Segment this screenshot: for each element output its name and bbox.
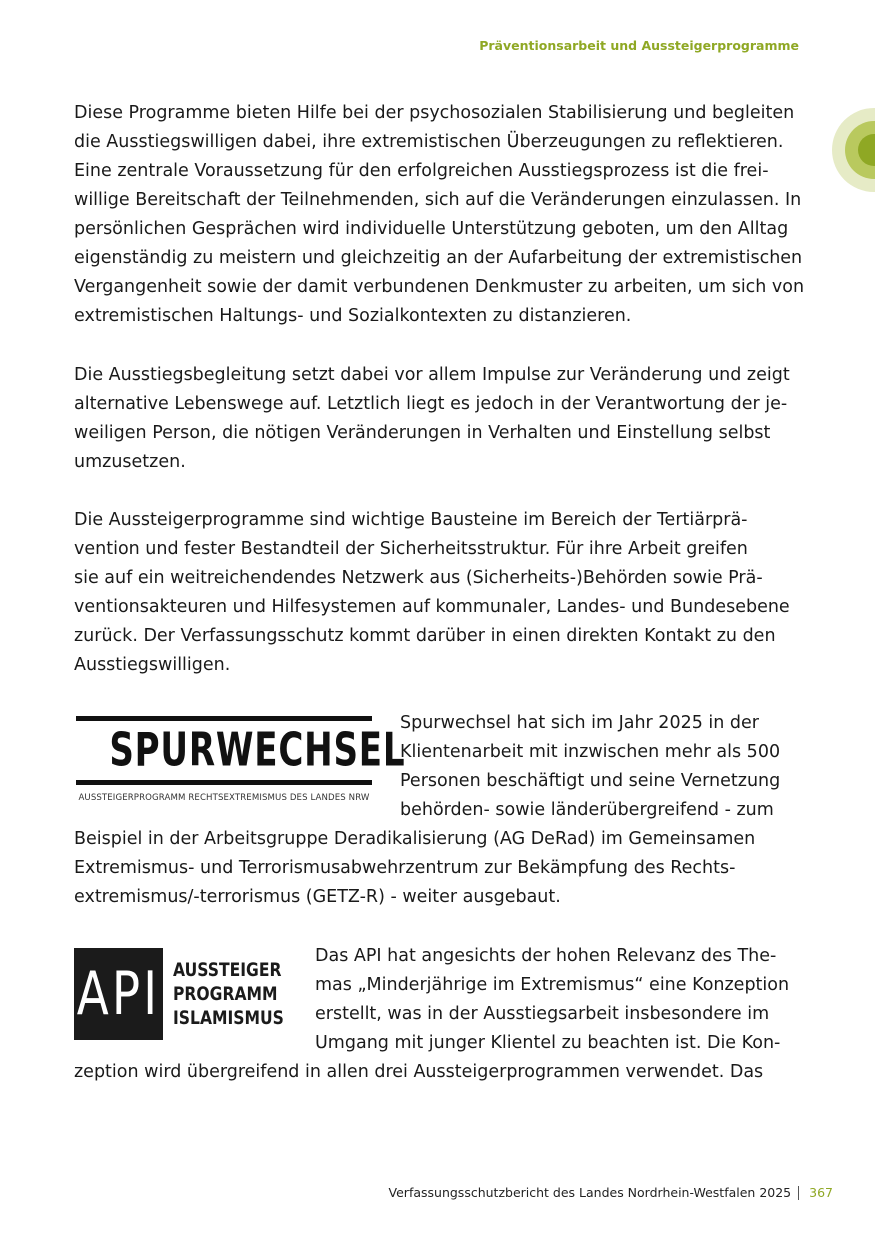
text-line: Umgang mit junger Klientel zu beachten ist. Die Kon- (315, 1033, 781, 1053)
text-line: ventionsakteuren und Hilfesystemen auf kommunaler, Landes- und Bundesebene (74, 597, 790, 617)
page-number: 367 (809, 1185, 833, 1200)
text-line: zurück. Der Verfassungsschutz kommt darüber in einen direkten Kontakt zu den (74, 626, 776, 646)
text-line: alternative Lebenswege auf. Letztlich liegt es jedoch in der Verantwortung der je- (74, 394, 788, 414)
spurwechsel-subtitle: AUSSTEIGERPROGRAMM RECHTSEXTREMISMUS DES LANDES NRW (78, 793, 370, 803)
text-line: Das API hat angesichts der hohen Relevanz des The- (315, 946, 777, 966)
text-line: Diese Programme bieten Hilfe bei der psychosozialen Stabilisierung und begleiten (74, 103, 795, 123)
text-line: erstellt, was in der Ausstiegsarbeit insbesondere im (315, 1004, 770, 1024)
text-line: extremismus/-terrorismus (GETZ-R) - weiter ausgebaut. (74, 887, 561, 907)
text-line: sie auf ein weitreichendendes Netzwerk aus (Sicherheits-)Behörden sowie Prä- (74, 568, 763, 588)
running-header: Präventionsarbeit und Aussteigerprogramme (479, 38, 799, 53)
paragraph-3 (74, 506, 804, 680)
text-line: behörden- sowie länderübergreifend - zum (400, 800, 774, 820)
text-line: eigenständig zu meistern und gleichzeitig an der Aufarbeitung der extremistischen (74, 248, 803, 268)
section-marker-icon (830, 108, 875, 192)
text-line: mas „Minderjährige im Extremismus“ eine Konzeption (315, 975, 790, 995)
footer-title: Verfassungsschutzbericht des Landes Nordrhein-Westfalen 2025 (388, 1185, 792, 1200)
spurwechsel-wordmark: SPURWECHSEL (109, 723, 406, 778)
text-line: Vergangenheit sowie der damit verbundenen Denkmuster zu arbeiten, um sich von (74, 277, 805, 297)
text-line: weiligen Person, die nötigen Veränderungen in Verhalten und Einstellung selbst (74, 423, 771, 443)
text-line: Klientenarbeit mit inzwischen mehr als 500 (400, 742, 781, 762)
paragraph-2 (74, 361, 804, 477)
api-wordmark: API (76, 959, 161, 1029)
api-logo-line: PROGRAMM (173, 983, 278, 1005)
page-footer (389, 1185, 833, 1200)
text-line: persönlichen Gesprächen wird individuelle Unterstützung geboten, um den Alltag (74, 219, 789, 239)
text-line: Die Aussteigerprogramme sind wichtige Bausteine im Bereich der Tertiärprä- (74, 510, 748, 530)
text-line: vention und fester Bestandteil der Sicherheitsstruktur. Für ihre Arbeit greifen (74, 539, 748, 559)
text-line: Die Ausstiegsbegleitung setzt dabei vor allem Impulse zur Veränderung und zeigt (74, 365, 790, 385)
text-line: willige Bereitschaft der Teilnehmenden, sich auf die Veränderungen einzulassen. In (74, 190, 802, 210)
text-line: zeption wird übergreifend in allen drei Aussteigerprogrammen verwendet. Das (74, 1062, 764, 1082)
paragraph-5 (74, 942, 804, 1087)
text-line: Ausstiegswilligen. (74, 655, 231, 675)
text-line: Eine zentrale Voraussetzung für den erfolgreichen Ausstiegsprozess ist die frei- (74, 161, 769, 181)
text-line: Beispiel in der Arbeitsgruppe Deradikalisierung (AG DeRad) im Gemeinsamen (74, 829, 756, 849)
text-line: extremistischen Haltungs- und Sozialkontexten zu distanzieren. (74, 306, 632, 326)
api-logo-line: ISLAMISMUS (173, 1007, 284, 1029)
api-logo-line: AUSSTEIGER (173, 959, 282, 981)
paragraph-1 (74, 99, 804, 331)
text-line: die Ausstiegswilligen dabei, ihre extremistischen Überzeugungen zu reflektieren. (74, 132, 784, 152)
paragraph-4 (74, 709, 804, 912)
text-line: Personen beschäftigt und seine Vernetzung (400, 771, 781, 791)
text-line: Spurwechsel hat sich im Jahr 2025 in der (400, 713, 759, 733)
text-line: umzusetzen. (74, 452, 186, 472)
text-line: Extremismus- und Terrorismusabwehrzentrum zur Bekämpfung des Rechts- (74, 858, 736, 878)
footer-divider (798, 1186, 799, 1200)
